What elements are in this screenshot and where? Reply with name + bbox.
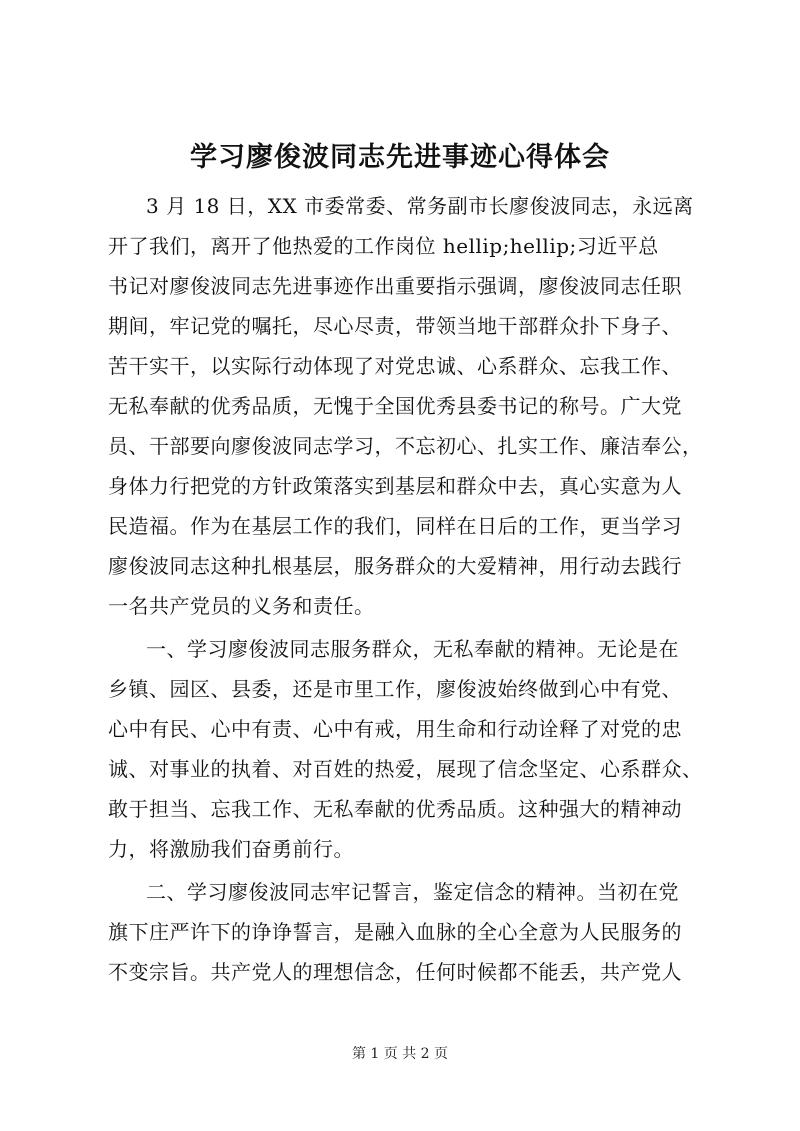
paragraph-2-line-4: 诚、对事业的执着、对百姓的热爱，展现了信念坚定、心系群众、 xyxy=(108,757,703,781)
paragraph-1-line-11: 一名共产党员的义务和责任。 xyxy=(108,594,375,618)
paragraph-1-line-2: 开了我们，离开了他热爱的工作岗位 hellip;hellip;习近平总 xyxy=(108,234,659,258)
paragraph-3-line-2: 旗下庄严许下的诤诤誓言，是融入血脉的全心全意为人民服务的 xyxy=(108,920,682,944)
paragraph-1-line-6: 无私奉献的优秀品质，无愧于全国优秀县委书记的称号。广大党 xyxy=(108,394,682,418)
paragraph-1-line-3: 书记对廖俊波同志先进事迹作出重要指示强调，廖俊波同志任职 xyxy=(108,274,682,298)
paragraph-1-line-10: 廖俊波同志这种扎根基层，服务群众的大爱精神，用行动去践行 xyxy=(108,554,682,578)
paragraph-1-line-5: 苦干实干，以实际行动体现了对党忠诚、心系群众、忘我工作、 xyxy=(108,354,682,378)
paragraph-3-line-1: 二、学习廖俊波同志牢记誓言，鉴定信念的精神。当初在党 xyxy=(146,880,679,904)
paragraph-2-line-2: 乡镇、园区、县委，还是市里工作，廖俊波始终做到心中有党、 xyxy=(108,677,682,701)
paragraph-2-line-1: 一、学习廖俊波同志服务群众，无私奉献的精神。无论是在 xyxy=(146,637,679,661)
page-footer: 第 1 页 共 2 页 xyxy=(351,1046,449,1062)
paragraph-1-line-4: 期间，牢记党的嘱托，尽心尽责，带领当地干部群众扑下身子、 xyxy=(108,314,682,338)
paragraph-1-line-7: 员、干部要向廖俊波同志学习，不忘初心、扎实工作、廉洁奉公， xyxy=(108,434,703,458)
paragraph-2-line-5: 敢于担当、忘我工作、无私奉献的优秀品质。这种强大的精神动 xyxy=(108,797,682,821)
paragraph-2-line-6: 力，将激励我们奋勇前行。 xyxy=(108,837,354,861)
paragraph-2-line-3: 心中有民、心中有责、心中有戒，用生命和行动诠释了对党的忠 xyxy=(108,717,682,741)
paragraph-1-line-9: 民造福。作为在基层工作的我们，同样在日后的工作，更当学习 xyxy=(108,514,682,538)
paragraph-3-line-3: 不变宗旨。共产党人的理想信念，任何时候都不能丢，共产党人 xyxy=(108,960,682,984)
paragraph-1-line-1: 3 月 18 日，XX 市委常委、常务副市长廖俊波同志，永远离 xyxy=(146,194,694,218)
paragraph-1-line-8: 身体力行把党的方针政策落实到基层和群众中去，真心实意为人 xyxy=(108,474,682,498)
document-title: 学习廖俊波同志先进事迹心得体会 xyxy=(190,142,610,173)
